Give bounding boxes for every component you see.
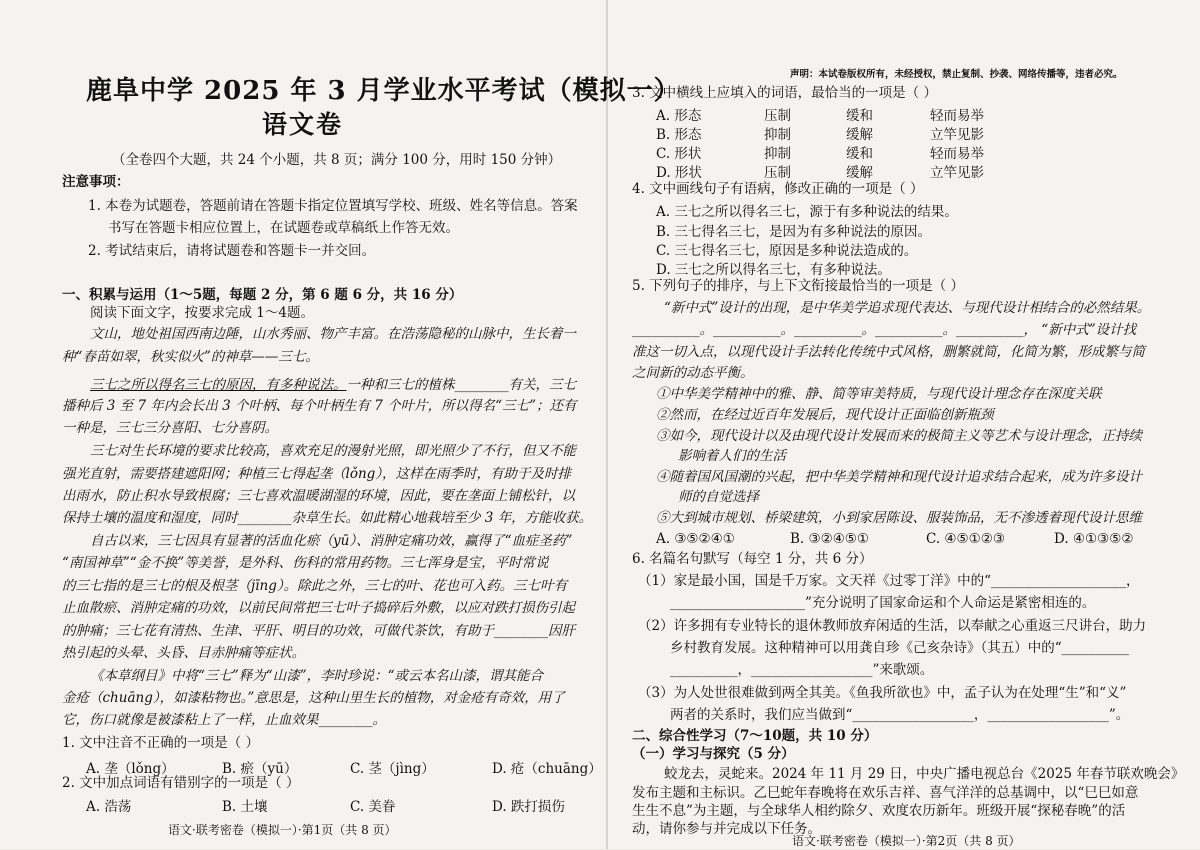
passage-line: 金疮（chuāng），如漆粘物也。”意思是，这种山里生长的植物，对金疮有奇效，用了	[62, 690, 565, 706]
passage-line: 的肿痛；三七花有清热、生津、平肝、明目的功效，可做代茶饮，有助于________因肝	[62, 623, 575, 639]
page-footer: 语文·联考密卷（模拟一）·第1页（共 8 页）	[168, 823, 397, 837]
q5-item: ⑤大到城市规划、桥梁建筑，小到家居陈设、服装饰品，无不渗透着现代设计思维	[656, 510, 1142, 526]
passage-line: 蛟龙去，灵蛇来。2024 年 11 月 29 日，中央广播电视总台《2025 年春节联欢晚会》	[664, 766, 1185, 782]
q5-context: 准这一切入点，以现代设计手法转化传统中式风格，删繁就简，化简为繁，形成繁与简	[632, 344, 1145, 360]
q5-item: ③如今，现代设计以及由现代设计发展而来的极简主义等艺术与设计理念，正持续	[656, 428, 1142, 444]
q6-1-line: （1）家是最小国，国是千万家。文天祥《过零丁洋》中的“____________________，	[638, 573, 1140, 589]
passage-line: 三七对生长环境的要求比较高，喜欢充足的漫射光照，即光照少了不行，但又不能	[90, 443, 576, 459]
section-1-heading: 一、积累与运用（1～5题，每题 2 分，第 6 题 6 分，共 16 分）	[62, 287, 463, 303]
q5-item: 影响着人们的生活	[678, 448, 786, 464]
q3-a-word3: 缓和	[846, 108, 873, 124]
q1-option-b[interactable]: B. 瘀（yū）	[222, 761, 298, 777]
page-fold	[606, 0, 608, 849]
passage-line: 生生不息”为主题，与全球华人相约除夕、欢度农历新年。班级开展“探秘春晚”的活	[632, 803, 1126, 819]
q6-1-line: ____________________”充分说明了国家命运和个人命运是紧密相连的。	[670, 595, 1096, 611]
passage-line: 自古以来，三七因具有显著的活血化瘀（yū）、消肿定痛功效，赢得了“血症圣药”	[90, 533, 573, 549]
q3-b-word3: 缓解	[846, 127, 873, 143]
q3-d-word4: 立竿见影	[930, 165, 984, 181]
passage-line: 一种是，三七三分喜阳、七分喜阴。	[62, 420, 278, 436]
q2-option-a[interactable]: A. 浩荡	[86, 799, 132, 815]
subsection-1-heading: （一）学习与探究（5 分）	[632, 746, 795, 762]
passage-line: 文山，地处祖国西南边陲，山水秀丽、物产丰富。在浩荡隐秘的山脉中，生长着一	[90, 326, 576, 342]
q3-d-word3: 缓解	[846, 165, 873, 181]
passage-line: 种“春苗如翠，秋实似火”的神草——三七。	[62, 349, 319, 365]
q3-option-c[interactable]: C. 形状	[656, 146, 702, 162]
underlined-sentence: 三七之所以得名三七的原因，有多种说法。	[90, 377, 347, 393]
q1-option-c[interactable]: C. 茎（jìng）	[350, 761, 435, 777]
q6-2-line: （2）许多拥有专业特长的退休教师放弃闲适的生活，以奉献之心重返三尺讲台，助力	[638, 618, 1147, 634]
q6-3-line: （3）为人处世很难做到两全其美。《鱼我所欲也》中，孟子认为在处理“生”和“义”	[638, 685, 1127, 701]
question-6: 6. 名篇名句默写（每空 1 分，共 6 分）	[632, 551, 873, 567]
passage-line: 它，伤口就像是被漆粘上了一样，止血效果________。	[62, 712, 386, 728]
q4-option-d[interactable]: D. 三七之所以得名三七，有多种说法。	[656, 262, 891, 278]
q3-option-a[interactable]: A. 形态	[656, 108, 702, 124]
question-4: 4. 文中画线句子有语病，修改正确的一项是（ ）	[632, 181, 924, 197]
q5-blanks	[632, 322, 1136, 339]
passage-line: 的三七指的是三七的根及根茎（jīng）。除此之外，三七的叶、花也可入药。三七叶有	[62, 578, 568, 594]
section-2-heading: 二、综合性学习（7～10题，共 10 分）	[632, 728, 878, 744]
passage-line: 强光直射，需要搭建遮阳网；种植三七得起垄（lǒng），这样在雨季时，有助于及时排	[62, 466, 572, 482]
q4-option-c[interactable]: C. 三七得名三七，原因是多种说法造成的。	[656, 243, 918, 259]
q3-a-word4: 轻而易举	[930, 108, 984, 124]
notice-heading: 注意事项：	[62, 174, 130, 190]
q5-context: 之间新的动态平衡。	[632, 365, 754, 381]
question-1: 1. 文中注音不正确的一项是（ ）	[62, 735, 259, 751]
question-5: 5. 下列句子的排序，与上下文衔接最恰当的一项是（ ）	[632, 278, 964, 294]
q5-option-b[interactable]: B. ③②④⑤①	[790, 531, 870, 547]
q3-a-word2: 压制	[764, 108, 791, 124]
q3-c-word2: 抑制	[764, 146, 791, 162]
q3-option-b[interactable]: B. 形态	[656, 127, 702, 143]
q5-context: “新中式”设计的出现，是中华美学追求现代表达、与现代设计相结合的必然结果。	[664, 300, 1151, 316]
passage-line: 动，请你参与并完成以下任务。	[632, 821, 821, 837]
passage-line: 保持土壤的温度和湿度，同时________杂草生长。如此精心地栽培至少 3 年，方能收获。	[62, 510, 593, 526]
passage-fragment: 一种和三七的植株________有关，三七	[346, 377, 576, 393]
q5-option-a[interactable]: A. ③⑤②④①	[656, 531, 735, 547]
q2-option-d[interactable]: D. 跌打损伤	[492, 799, 565, 815]
passage-line: 播种后 3 至 7 年内会长出 3 个叶柄、每个叶柄生有 7 个叶片，所以得名“三七”；还有	[62, 398, 577, 414]
q5-item: 师的自觉选择	[678, 489, 759, 505]
q6-2-line: 乡村教育发展。这种精神可以用龚自珍《己亥杂诗》（其五）中的“__________	[670, 640, 1130, 656]
passage-line: 热引起的头晕、头昏、目赤肿痛等症状。	[62, 645, 305, 661]
copyright-notice: 声明：本试卷版权所有，未经授权，禁止复制、抄袭、网络传播等，违者必究。	[790, 69, 1123, 80]
exam-info: （全卷四个大题，共 24 个小题，共 8 页；满分 100 分，用时 150 分钟）	[112, 152, 562, 168]
notice-1b: 书写在答题卡相应位置上，在试题卷或草稿纸上作答无效。	[108, 220, 459, 236]
question-3: 3. 文中横线上应填入的词语，最恰当的一项是（ ）	[632, 85, 937, 101]
q3-b-word2: 抑制	[764, 127, 791, 143]
passage-line: 出雨水，防止积水导致根腐；三七喜欢温暖湖湿的环境，因此，要在垄面上铺松针，以	[62, 488, 575, 504]
q4-option-a[interactable]: A. 三七之所以得名三七，源于有多种说法的结果。	[656, 204, 958, 220]
q1-option-a[interactable]: A. 垄（lǒng）	[86, 761, 175, 777]
passage-line: 发布主题和主标识。乙巳蛇年春晚将在欢乐吉祥、喜气洋洋的总基调中，以“巳巳如意	[632, 785, 1139, 801]
page-2	[620, 0, 1185, 849]
q5-item: ②然而，在经过近百年发展后，现代设计正面临创新瓶颈	[656, 407, 994, 423]
q3-b-word4: 立竿见影	[930, 127, 984, 143]
q3-c-word4: 轻而易举	[930, 146, 984, 162]
passage-line: 《本草纲目》中将“三七”释为“山漆”，李时珍说：“或云本名山漆，谓其能合	[90, 668, 544, 684]
passage-line: 止血散瘀、消肿定痛的功效，以前民间常把三七叶子捣碎后外敷，以应对跌打损伤引起	[62, 600, 575, 616]
passage-line	[90, 377, 576, 394]
q3-d-word2: 压制	[764, 165, 791, 181]
q2-option-b[interactable]: B. 土壤	[222, 799, 268, 815]
passage-line: “南国神草”“金不换”等美誉，是外科、伤科的常用药物。三七浑身是宝，平时常说	[62, 555, 549, 571]
q5-blank-slots: __________。__________。__________。__________。__________，	[632, 322, 1037, 338]
reading-instruction: 阅读下面文字，按要求完成 1～4题。	[90, 305, 314, 321]
notice-1a: 1. 本卷为试题卷，答题前请在答题卡指定位置填写学校、班级、姓名等信息。答案	[88, 198, 578, 214]
q5-option-d[interactable]: D. ④①③⑤②	[1054, 531, 1134, 547]
q5-blank-tail: “新中式”设计找	[1041, 322, 1137, 338]
q2-option-c[interactable]: C. 美眷	[350, 799, 396, 815]
question-2: 2. 文中加点词语有错别字的一项是（ ）	[62, 775, 300, 791]
exam-subtitle: 语文卷	[262, 110, 344, 139]
q5-item: ①中华美学精神中的雅、静、简等审美特质，与现代设计理念存在深度关联	[656, 386, 1102, 402]
q3-option-d[interactable]: D. 形状	[656, 165, 702, 181]
notice-2: 2. 考试结束后，请将试题卷和答题卡一并交回。	[88, 243, 376, 259]
q3-c-word3: 缓和	[846, 146, 873, 162]
q1-option-d[interactable]: D. 疮（chuāng）	[492, 761, 602, 777]
q5-option-c[interactable]: C. ④⑤①②③	[926, 531, 1005, 547]
q6-2-line: __________，__________________”来歌颂。	[670, 662, 934, 678]
q6-3-line: 两者的关系时，我们应当做到“__________________，__________________”。	[670, 707, 1130, 723]
page-footer: 语文·联考密卷（模拟一）·第2页（共 8 页）	[792, 834, 1021, 848]
exam-title: 鹿阜中学 2025 年 3 月学业水平考试（模拟一）	[86, 76, 681, 106]
q4-option-b[interactable]: B. 三七得名三七，是因为有多种说法的原因。	[656, 224, 932, 240]
q5-item: ④随着国风国潮的兴起，把中华美学精神和现代设计追求结合起来，成为许多设计	[656, 469, 1142, 485]
